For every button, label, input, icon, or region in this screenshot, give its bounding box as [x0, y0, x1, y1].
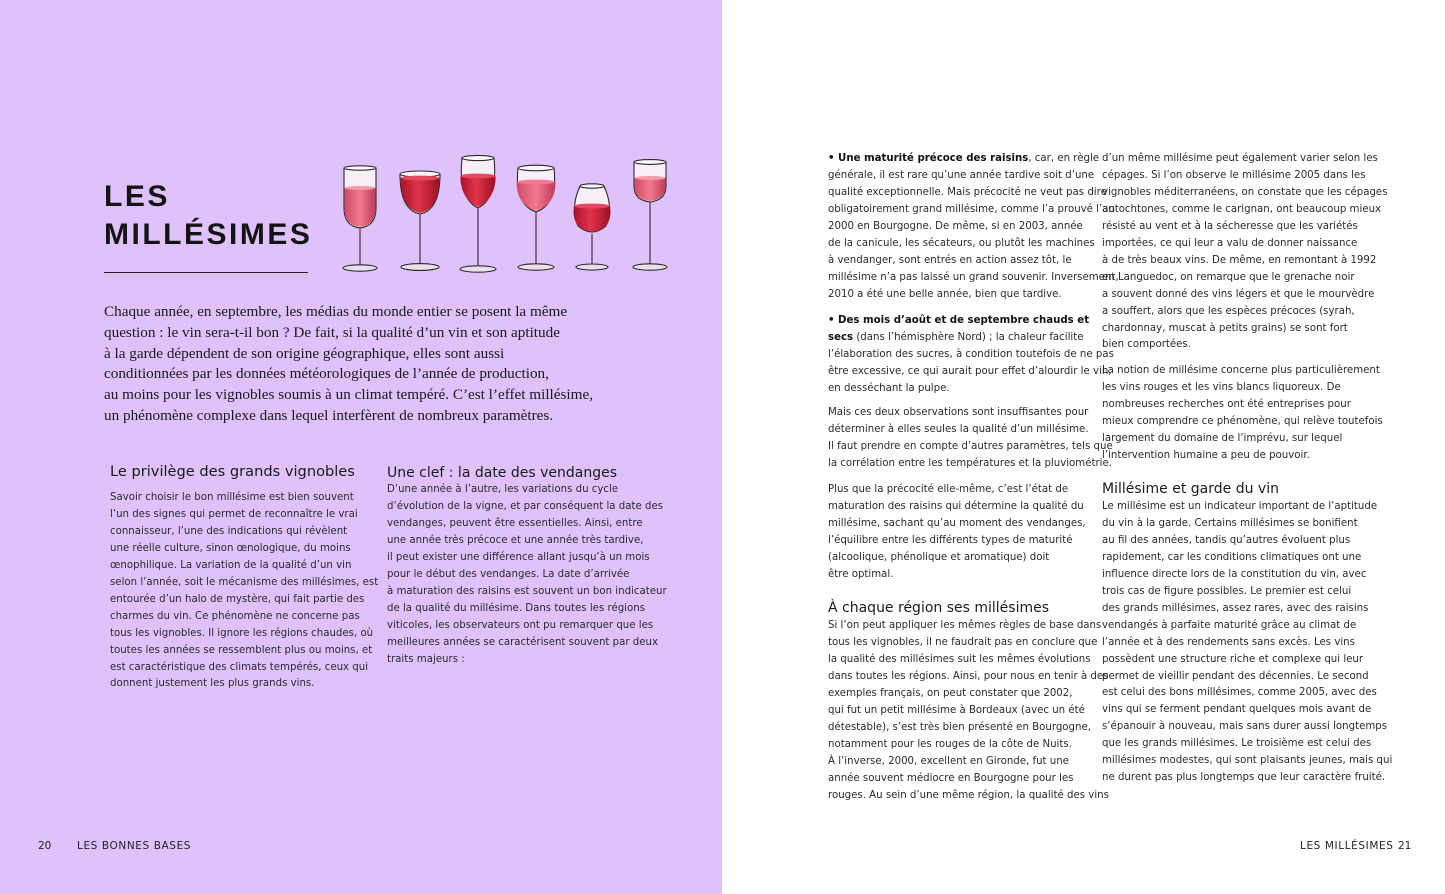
- body-line: mieux comprendre ce phénomène, qui relève toutefois: [1102, 415, 1383, 427]
- page-number-right: 21: [1398, 840, 1412, 852]
- title-underline: [104, 272, 308, 273]
- body-line: qualité exceptionnelle. Mais précocité ne veut pas dire: [828, 186, 1107, 198]
- body-line: Mais ces deux observations sont insuffisantes pour: [828, 407, 1089, 418]
- wine-glass-4-icon: [517, 165, 556, 270]
- body-line: tous les vignobles, il ne faudrait pas en conclure que: [828, 636, 1098, 648]
- bold-lead: secs: [828, 331, 854, 343]
- body-line: (alcoolique, phénolique et aromatique) doit: [828, 551, 1050, 563]
- bold-lead: • Des mois d’août et de septembre chauds et: [828, 315, 1090, 326]
- wine-glass-6-icon: [633, 160, 667, 271]
- body-line: résisté au vent et à la sécheresse que les variétés: [1102, 220, 1358, 232]
- body-line: notamment pour les rouges de la côte de Nuits.: [828, 738, 1072, 750]
- body-line: bien comportées.: [1102, 339, 1191, 351]
- body-line: donnent justement les plus grands vins.: [110, 678, 315, 690]
- body-line: cépages. Si l’on observe le millésime 2005 dans les: [1102, 169, 1366, 181]
- intro-line: au moins pour les vignobles soumis à un climat tempéré. C’est l’effet millésime,: [104, 386, 593, 404]
- body-line: dans toutes les régions. Ainsi, pour nous en tenir à des: [828, 670, 1109, 682]
- body-line: l’un des signes qui permet de reconnaître le vrai: [110, 508, 358, 520]
- body-line: vendanges, peuvent être essentielles. Ainsi, entre: [387, 517, 643, 529]
- body-line: une réelle culture, sinon œnologique, du moins: [110, 542, 351, 554]
- body-line: vendangés à parfaite maturité grâce au climat de: [1102, 619, 1357, 631]
- body-line: il peut exister une différence allant jusqu’à un mois: [387, 551, 650, 563]
- body-line: selon l’année, soit le mécanisme des millésimes, est: [110, 576, 379, 588]
- body-line: a souffert, alors que les espèces précoces (syrah,: [1102, 305, 1355, 317]
- col1-para-maturite: [828, 151, 1119, 304]
- title-line: MILLÉSIMES: [104, 218, 313, 251]
- intro-line: Chaque année, en septembre, les médias du monde entier se posent la même: [104, 303, 568, 320]
- col2-para-cepages: [1102, 151, 1388, 354]
- body-line: est caractéristique des climats tempérés, ceux qui: [110, 661, 369, 673]
- body-line: l’élaboration des sucres, à condition toutefois de ne pas: [828, 348, 1114, 360]
- body-line: Plus que la précocité elle-même, c’est l’état de: [828, 484, 1069, 495]
- body-line: La notion de millésime concerne plus particulièrement: [1102, 365, 1380, 376]
- body-line: année souvent médiocre en Bourgogne pour les: [828, 772, 1074, 784]
- body-line: [828, 313, 1114, 330]
- body-line: D’une année à l’autre, les variations du cycle: [387, 484, 619, 495]
- intro-line: conditionnées par les données météorologiques de l’année de production,: [104, 365, 549, 383]
- body-line: être excessive, ce qui aurait pour effet d’alourdir le vin,: [828, 365, 1112, 377]
- wine-glass-2-icon: [400, 171, 440, 270]
- title-line: LES: [104, 180, 170, 213]
- body-line: exemples français, on peut constater que 2002,: [828, 687, 1073, 699]
- body-line: maturation des raisins qui détermine la qualité du: [828, 500, 1084, 512]
- body-line: charmes du vin. Ce phénomène ne concerne pas: [110, 610, 360, 622]
- body-line: d’un même millésime peut également varier selon les: [1102, 153, 1378, 164]
- col1-para-observations: [828, 405, 1113, 473]
- body-line: permet de vieillir pendant des décennies. Le second: [1102, 670, 1369, 682]
- line-rest: , car, en règle: [1028, 153, 1100, 164]
- body-line: d’évolution de la vigne, et par conséquent la date des: [387, 500, 664, 512]
- section-heading-grands-vignobles: Le privilège des grands vignobles: [110, 463, 355, 480]
- body-line: possèdent une structure riche et complexe qui leur: [1102, 653, 1364, 665]
- running-head-left: LES BONNES BASES: [77, 840, 192, 852]
- body-line: tous les vignobles. Il ignore les régions chaudes, où: [110, 627, 374, 639]
- body-line: Il faut prendre en compte d’autres paramètres, tels que: [828, 440, 1113, 452]
- bold-lead: • Une maturité précoce des raisins: [828, 153, 1029, 164]
- running-head-right: LES MILLÉSIMES: [1300, 840, 1394, 852]
- body-line: est celui des bons millésimes, comme 2005, avec des: [1102, 687, 1377, 699]
- body-line: à maturation des raisins est souvent un bon indicateur: [387, 585, 667, 597]
- right-page: [722, 0, 1445, 894]
- body-line: viticoles, les observateurs ont pu remarquer que les: [387, 619, 654, 631]
- body-line: [828, 151, 1119, 168]
- wine-glass-1-icon: [343, 166, 377, 271]
- body-line: pour le début des vendanges. La date d’arrivée: [387, 568, 630, 580]
- col1-para-mois-chauds: [828, 313, 1114, 398]
- body-line: détestable), s’est très bien présenté en Bourgogne,: [828, 721, 1091, 733]
- wine-glasses-illustration-icon: [334, 148, 678, 278]
- body-line: 2000 en Bourgogne. De même, si en 2003, année: [828, 220, 1083, 232]
- body-line: la corrélation entre les températures et la pluviométrie.: [828, 457, 1112, 469]
- body-line: l’équilibre entre les différents types de maturité: [828, 534, 1073, 546]
- body-line: Si l’on peut appliquer les mêmes règles de base dans: [828, 620, 1102, 631]
- body-line: les vins rouges et les vins blancs liquoreux. De: [1102, 381, 1341, 393]
- body-line: millésime, sachant qu’au moment des vendanges,: [828, 517, 1086, 529]
- body-line: être optimal.: [828, 568, 894, 580]
- body-line: rapidement, car les conditions climatiques ont une: [1102, 551, 1362, 563]
- body-line: que les grands millésimes. Le troisième est celui des: [1102, 738, 1372, 750]
- body-line: rouges. Au sein d’une même région, la qualité des vins: [828, 789, 1109, 801]
- body-line: générale, il est rare qu’une année tardive soit d’une: [828, 169, 1095, 181]
- chapter-title: [104, 178, 312, 254]
- section-body-date-vendanges: [387, 482, 667, 668]
- col2-para-notion: [1102, 363, 1383, 465]
- body-line: entourée d’un halo de mystère, qui fait partie des: [110, 593, 365, 605]
- body-line: nombreuses recherches ont été entreprises pour: [1102, 398, 1351, 410]
- body-line: en desséchant la pulpe.: [828, 382, 950, 394]
- body-line: Le millésime est un indicateur important de l’aptitude: [1102, 501, 1378, 512]
- intro-line: question : le vin sera-t-il bon ? De fait, si la qualité d’un vin et son aptitude: [104, 323, 560, 341]
- body-line: À l’inverse, 2000, excellent en Gironde, fut une: [828, 755, 1069, 767]
- section-heading-date-vendanges: Une clef : la date des vendanges: [387, 465, 618, 481]
- body-line: toutes les années se ressemblent plus ou moins, et: [110, 644, 373, 656]
- col1-para-regions: [828, 618, 1109, 804]
- body-line: une année très précoce et une année très tardive,: [387, 534, 644, 546]
- body-line: millésimes modestes, qui sont plaisants jeunes, mais qui: [1102, 755, 1393, 767]
- intro-line: un phénomène complexe dans lequel interfèrent de nombreux paramètres.: [104, 406, 554, 424]
- body-line: œnophilique. La variation de la qualité d’un vin: [110, 559, 352, 571]
- body-line: a souvent donné des vins légers et que le mourvèdre: [1102, 288, 1375, 300]
- left-page: [0, 0, 722, 894]
- body-line: connaisseur, l’une des indications qui révèlent: [110, 525, 348, 537]
- wine-glass-5-icon: [574, 184, 611, 270]
- intro-paragraph: [104, 302, 624, 427]
- body-line: l’intervention humaine a peu de pouvoir.: [1102, 449, 1310, 461]
- body-line: au fil des années, tandis qu’autres évoluent plus: [1102, 534, 1351, 546]
- col1-para-maturation: [828, 482, 1086, 584]
- section-body-grands-vignobles: [110, 490, 378, 693]
- body-line: en Languedoc, on remarque que le grenache noir: [1102, 271, 1355, 283]
- body-line: Savoir choisir le bon millésime est bien souvent: [110, 492, 354, 503]
- body-line: meilleures années se caractérisent souvent par deux: [387, 636, 658, 648]
- page-number-left: 20: [38, 840, 52, 852]
- body-line: 2010 a été une belle année, bien que tardive.: [828, 288, 1062, 300]
- body-line: l’année et à des rendements sans excès. Les vins: [1102, 636, 1355, 648]
- body-line: à vendanger, sont entrés en action assez tôt, le: [828, 254, 1072, 266]
- body-line: autochtones, comme le carignan, ont beaucoup mieux: [1102, 203, 1382, 215]
- body-line: largement du domaine de l’imprévu, sur lequel: [1102, 432, 1343, 444]
- body-line: de la qualité du millésime. Dans toutes les régions: [387, 602, 646, 614]
- body-line: déterminer à elles seules la qualité d’un millésime.: [828, 423, 1089, 435]
- body-line: à de très beaux vins. De même, en remontant à 1992: [1102, 254, 1377, 266]
- body-line: [828, 330, 1114, 347]
- body-line: importées, ce qui leur a valu de donner naissance: [1102, 237, 1358, 249]
- body-line: vignobles méditerranéens, on constate que les cépages: [1102, 186, 1388, 198]
- section-heading-garde-du-vin: Millésime et garde du vin: [1102, 481, 1279, 497]
- body-line: vins qui se ferment pendant quelques mois avant de: [1102, 704, 1372, 716]
- body-line: de la canicule, les sécateurs, ou plutôt les machines: [828, 237, 1095, 249]
- body-line: s’épanouir à nouveau, mais sans durer aussi longtemps: [1102, 721, 1388, 733]
- col2-para-garde: [1102, 499, 1392, 787]
- body-line: trois cas de figure possibles. Le premier est celui: [1102, 585, 1352, 597]
- body-line: ne durent pas plus longtemps que leur caractère fruité.: [1102, 772, 1386, 784]
- section-heading-chaque-region: À chaque région ses millésimes: [828, 600, 1050, 616]
- body-line: millésime n’a pas laissé un grand souvenir. Inversement,: [828, 271, 1119, 283]
- wine-glass-3-icon: [460, 155, 496, 272]
- body-line: qui fut un petit millésime à Bordeaux (avec un été: [828, 704, 1085, 716]
- body-line: des grands millésimes, assez rares, avec des raisins: [1102, 602, 1369, 614]
- body-line: du vin à la garde. Certains millésimes se bonifient: [1102, 517, 1358, 529]
- body-line: obligatoirement grand millésime, comme l’a prouvé l’an: [828, 203, 1115, 215]
- intro-line: à la garde dépendent de son origine géographique, elles sont aussi: [104, 344, 505, 362]
- line-rest: (dans l’hémisphère Nord) ; la chaleur facilite: [853, 331, 1084, 343]
- body-line: traits majeurs :: [387, 653, 465, 665]
- body-line: la qualité des millésimes suit les mêmes évolutions: [828, 653, 1091, 665]
- body-line: influence directe lors de la constitution du vin, avec: [1102, 568, 1367, 580]
- body-line: chardonnay, muscat à petits grains) se sont fort: [1102, 322, 1348, 334]
